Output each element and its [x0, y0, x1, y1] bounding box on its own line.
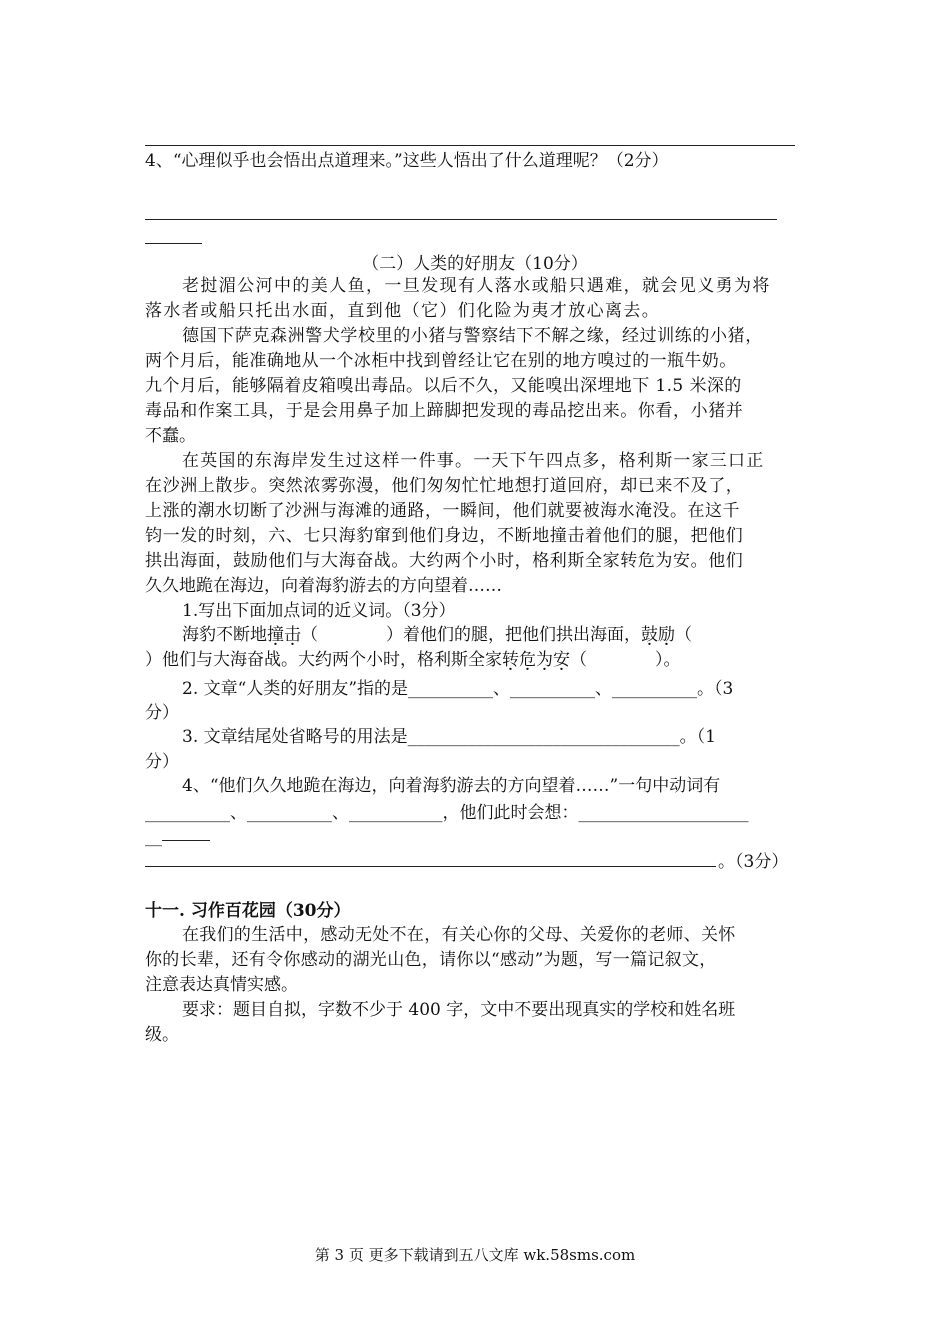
p2-line-1: 德国下萨克森洲警犬学校里的小猪与警察结下不解之缘，经过训练的小猪，: [182, 326, 763, 346]
dotted-char: 击: [284, 625, 301, 645]
sq4-answer-line-short: [162, 840, 210, 841]
dotted-char: 为: [536, 650, 553, 670]
dotted-char: 转: [502, 650, 519, 670]
q4-answer-line: [145, 219, 777, 220]
sq1-text-a: 海豹不断地: [182, 625, 267, 645]
sq1-line-1: [182, 622, 692, 648]
s11-p2-line-1: 要求：题目自拟，字数不少于 400 字，文中不要出现真实的学校和姓名班: [182, 1000, 736, 1020]
p3-line-2: 在沙洲上散步。突然浓雾弥漫，他们匆匆忙忙地想打道回府，却已来不及了，: [145, 476, 744, 496]
page-footer: 第 3 页 更多下载请到五八文库 wk.58sms.com: [314, 1246, 636, 1264]
q4-answer-line-short: [145, 243, 202, 244]
dotted-char: 鼓: [641, 625, 658, 645]
p3-line-5: 拱出海面，鼓励他们与大海奋战。大约两个小时，格利斯全家转危为安。他们: [145, 551, 744, 571]
sq4-line-4-end: 。（3分）: [718, 852, 789, 872]
p3-line-6: 久久地跪在海边，向着海豹游去的方向望着……: [145, 576, 502, 596]
s11-p1-line-1: 在我们的生活中，感动无处不在，有关心你的父母、关爱你的老师、关怀: [182, 925, 736, 945]
sq1-line-2: [145, 647, 681, 673]
s11-p1-line-2: 你的长辈，还有令你感动的湖光山色，请你以“感动”为题，写一篇记叙文，: [145, 950, 717, 970]
dotted-char: 安: [553, 650, 570, 670]
p2-line-4: 毒品和作案工具，于是会用鼻子加上蹄脚把发现的毒品挖出来。你看，小猪并: [145, 401, 744, 421]
sq2-line-1: 2. 文章“人类的好朋友”指的是__________、__________、__________。（3: [182, 679, 734, 699]
p3-line-4: 钧一发的时刻，六、七只海豹窜到他们身边，不断地撞击着他们的腿，把他们: [145, 526, 744, 546]
sq1-prompt: 1.写出下面加点词的近义词。（3分）: [182, 601, 456, 621]
sq3-line-1: 3. 文章结尾处省略号的用法是________________________________。（1: [182, 727, 716, 747]
dotted-char: 危: [519, 650, 536, 670]
p2-line-2: 两个月后，能准确地从一个冰柜中找到曾经让它在别的地方嗅过的一瓶牛奶。: [145, 351, 737, 371]
q4-question: 4、“心理似乎也会悟出点道理来。”这些人悟出了什么道理呢？（2分）: [145, 151, 669, 171]
dotted-char: 撞: [267, 625, 284, 645]
sq2-line-2: 分）: [145, 703, 179, 723]
p3-line-3: 上涨的潮水切断了沙洲与海滩的通路，一瞬间，他们就要被海水淹没。在这千: [145, 501, 740, 521]
p1-line-1: 老挝湄公河中的美人鱼，一旦发现有人落水或船只遇难，就会见义勇为将: [182, 276, 771, 296]
sq4-line-2: __________、__________、___________，他们此时会想：____________________: [145, 803, 749, 823]
p2-line-5: 不蠢。: [145, 426, 196, 446]
p1-line-2: 落水者或船只托出水面，直到他（它）们化险为夷才放心离去。: [145, 301, 661, 321]
sq1-text-b: （ ）着他们的腿，把他们拱出海面，: [301, 625, 641, 645]
section2-title: （二）人类的好朋友（10分）: [362, 254, 588, 274]
sq4-line-3: __: [145, 827, 162, 847]
s11-p2-line-2: 级。: [145, 1025, 179, 1045]
sq4-answer-line: [145, 866, 716, 867]
sq1-text-c: （: [675, 625, 692, 645]
p3-line-1: 在英国的东海岸发生过这样一件事。一天下午四点多，格利斯一家三口正: [182, 451, 765, 471]
sq1-text-e: （ ）。: [570, 650, 681, 670]
answer-line-top: [145, 145, 795, 146]
sq1-text-d: ）他们与大海奋战。大约两个小时，格利斯全家: [145, 650, 502, 670]
section11-title: 十一. 习作百花园（30分）: [145, 901, 351, 921]
s11-p1-line-3: 注意表达真情实感。: [145, 975, 298, 995]
sq3-line-2: 分）: [145, 752, 179, 772]
dotted-char: 励: [658, 625, 675, 645]
p2-line-3: 九个月后，能够隔着皮箱嗅出毒品。以后不久，又能嗅出深埋地下 1.5 米深的: [145, 376, 742, 396]
sq4-line-1: 4、“他们久久地跪在海边，向着海豹游去的方向望着……”一句中动词有: [182, 776, 721, 796]
